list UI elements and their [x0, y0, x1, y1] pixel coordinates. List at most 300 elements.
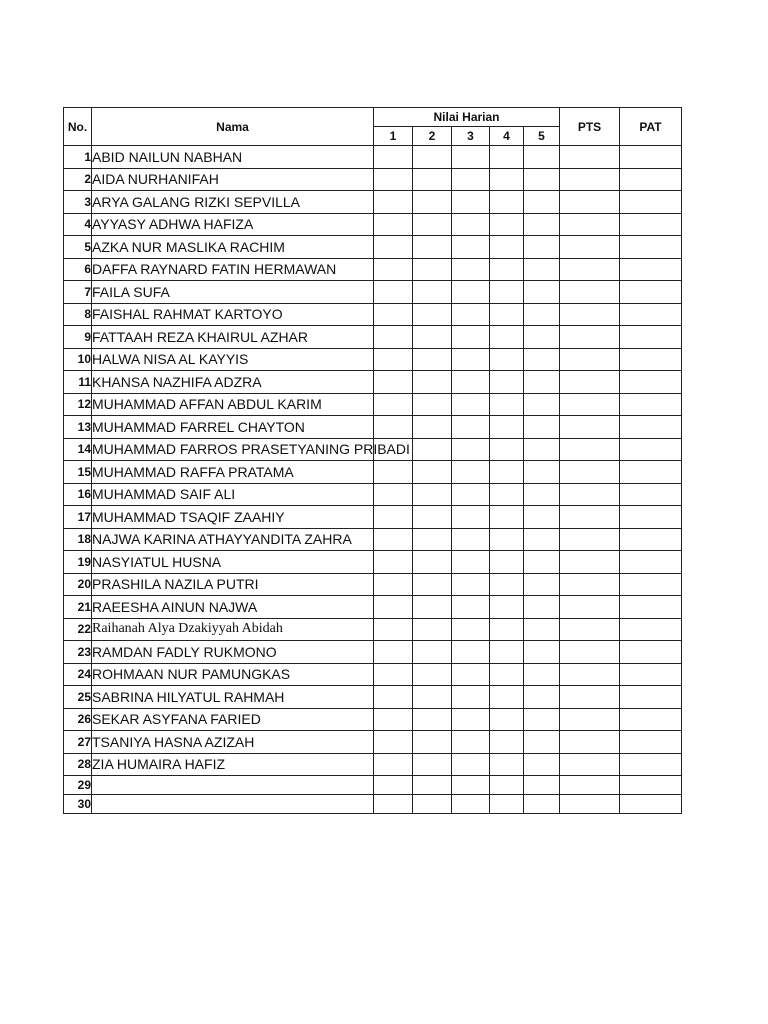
nilai-2-cell[interactable] — [413, 483, 452, 506]
nilai-3-cell[interactable] — [452, 596, 490, 619]
nilai-3-cell[interactable] — [452, 776, 490, 795]
nilai-4-cell[interactable] — [490, 168, 524, 191]
nilai-5-cell[interactable] — [524, 483, 560, 506]
nilai-1-cell[interactable] — [374, 303, 413, 326]
nilai-2-cell[interactable] — [413, 618, 452, 641]
nilai-5-cell[interactable] — [524, 596, 560, 619]
pat-cell[interactable] — [620, 753, 682, 776]
nilai-4-cell[interactable] — [490, 618, 524, 641]
nilai-2-cell[interactable] — [413, 326, 452, 349]
pat-cell[interactable] — [620, 393, 682, 416]
row-number: 19 — [64, 551, 92, 574]
student-name — [92, 795, 374, 814]
student-name: NASYIATUL HUSNA — [92, 551, 374, 574]
table-row — [64, 236, 682, 259]
nilai-sub-header-2: 2 — [413, 127, 452, 146]
pts-cell[interactable] — [560, 236, 620, 259]
nilai-2-cell[interactable] — [413, 303, 452, 326]
table-row — [64, 146, 682, 169]
pat-cell[interactable] — [620, 326, 682, 349]
nilai-3-cell[interactable] — [452, 303, 490, 326]
nilai-5-cell[interactable] — [524, 528, 560, 551]
nilai-1-cell[interactable] — [374, 393, 413, 416]
nilai-1-cell[interactable] — [374, 416, 413, 439]
nilai-3-cell[interactable] — [452, 483, 490, 506]
row-number: 20 — [64, 573, 92, 596]
nilai-3-cell[interactable] — [452, 438, 490, 461]
header-row-top — [64, 108, 682, 127]
table-row — [64, 416, 682, 439]
table-row — [64, 551, 682, 574]
nilai-5-cell[interactable] — [524, 573, 560, 596]
table-row — [64, 686, 682, 709]
nilai-1-cell[interactable] — [374, 573, 413, 596]
nilai-1-cell[interactable] — [374, 461, 413, 484]
nilai-4-cell[interactable] — [490, 663, 524, 686]
nilai-4-cell[interactable] — [490, 753, 524, 776]
nilai-4-cell[interactable] — [490, 686, 524, 709]
pat-cell[interactable] — [620, 663, 682, 686]
table-row — [64, 795, 682, 814]
pts-cell[interactable] — [560, 686, 620, 709]
nilai-4-cell[interactable] — [490, 371, 524, 394]
student-name: MUHAMMAD AFFAN ABDUL KARIM — [92, 393, 374, 416]
nilai-4-cell[interactable] — [490, 191, 524, 214]
pts-cell[interactable] — [560, 641, 620, 664]
pat-cell[interactable] — [620, 506, 682, 529]
nilai-5-cell[interactable] — [524, 686, 560, 709]
nilai-2-cell[interactable] — [413, 708, 452, 731]
row-number: 23 — [64, 641, 92, 664]
nilai-3-cell[interactable] — [452, 281, 490, 304]
nilai-5-cell[interactable] — [524, 753, 560, 776]
pat-cell[interactable] — [620, 573, 682, 596]
pat-cell[interactable] — [620, 641, 682, 664]
nilai-5-cell[interactable] — [524, 416, 560, 439]
nilai-2-cell[interactable] — [413, 348, 452, 371]
nilai-2-cell[interactable] — [413, 753, 452, 776]
nilai-1-cell[interactable] — [374, 483, 413, 506]
nilai-4-cell[interactable] — [490, 573, 524, 596]
nilai-5-cell[interactable] — [524, 191, 560, 214]
nilai-3-cell[interactable] — [452, 191, 490, 214]
pat-cell[interactable] — [620, 168, 682, 191]
nilai-1-cell[interactable] — [374, 708, 413, 731]
nilai-1-cell[interactable] — [374, 551, 413, 574]
row-number: 27 — [64, 731, 92, 754]
table-row — [64, 753, 682, 776]
pat-cell[interactable] — [620, 213, 682, 236]
pat-cell[interactable] — [620, 438, 682, 461]
row-number: 18 — [64, 528, 92, 551]
student-rows — [64, 146, 682, 814]
nilai-1-cell[interactable] — [374, 618, 413, 641]
nilai-3-cell[interactable] — [452, 506, 490, 529]
nilai-3-cell[interactable] — [452, 731, 490, 754]
pat-cell[interactable] — [620, 731, 682, 754]
table-row — [64, 258, 682, 281]
nilai-1-cell[interactable] — [374, 731, 413, 754]
nilai-1-cell[interactable] — [374, 348, 413, 371]
row-number: 3 — [64, 191, 92, 214]
student-name: HALWA NISA AL KAYYIS — [92, 348, 374, 371]
nilai-3-cell[interactable] — [452, 708, 490, 731]
nilai-3-cell[interactable] — [452, 326, 490, 349]
pat-cell[interactable] — [620, 596, 682, 619]
pts-cell[interactable] — [560, 326, 620, 349]
student-name: NAJWA KARINA ATHAYYANDITA ZAHRA — [92, 528, 374, 551]
nilai-2-cell[interactable] — [413, 393, 452, 416]
nilai-5-cell[interactable] — [524, 795, 560, 814]
nilai-1-cell[interactable] — [374, 258, 413, 281]
row-number: 22 — [64, 618, 92, 641]
table-row — [64, 731, 682, 754]
student-name: SABRINA HILYATUL RAHMAH — [92, 686, 374, 709]
pts-cell[interactable] — [560, 213, 620, 236]
nilai-3-cell[interactable] — [452, 753, 490, 776]
nilai-2-cell[interactable] — [413, 776, 452, 795]
nilai-4-cell[interactable] — [490, 461, 524, 484]
nilai-1-cell[interactable] — [374, 753, 413, 776]
student-name: FATTAAH REZA KHAIRUL AZHAR — [92, 326, 374, 349]
table-row — [64, 191, 682, 214]
table-row — [64, 326, 682, 349]
nilai-4-cell[interactable] — [490, 281, 524, 304]
student-name: KHANSA NAZHIFA ADZRA — [92, 371, 374, 394]
nilai-1-cell[interactable] — [374, 213, 413, 236]
nilai-5-cell[interactable] — [524, 731, 560, 754]
grade-table — [63, 107, 682, 814]
pat-cell[interactable] — [620, 303, 682, 326]
nilai-2-cell[interactable] — [413, 258, 452, 281]
row-number: 1 — [64, 146, 92, 169]
table-row — [64, 506, 682, 529]
table-row — [64, 461, 682, 484]
nilai-4-cell[interactable] — [490, 708, 524, 731]
nilai-4-cell[interactable] — [490, 146, 524, 169]
student-name — [92, 776, 374, 795]
pat-cell[interactable] — [620, 281, 682, 304]
nilai-4-cell[interactable] — [490, 528, 524, 551]
nilai-3-cell[interactable] — [452, 663, 490, 686]
nilai-sub-header-5: 5 — [524, 127, 560, 146]
nilai-1-cell[interactable] — [374, 776, 413, 795]
pts-cell[interactable] — [560, 258, 620, 281]
nilai-4-cell[interactable] — [490, 348, 524, 371]
nilai-5-cell[interactable] — [524, 258, 560, 281]
nilai-4-cell[interactable] — [490, 506, 524, 529]
student-name: FAISHAL RAHMAT KARTOYO — [92, 303, 374, 326]
pts-cell[interactable] — [560, 795, 620, 814]
pat-cell[interactable] — [620, 461, 682, 484]
pts-cell[interactable] — [560, 281, 620, 304]
student-name: MUHAMMAD TSAQIF ZAAHIY — [92, 506, 374, 529]
student-name: MUHAMMAD FARREL CHAYTON — [92, 416, 374, 439]
row-number: 30 — [64, 795, 92, 814]
nilai-3-cell[interactable] — [452, 551, 490, 574]
pts-cell[interactable] — [560, 348, 620, 371]
pts-cell[interactable] — [560, 551, 620, 574]
table-row — [64, 371, 682, 394]
nilai-2-cell[interactable] — [413, 191, 452, 214]
nilai-5-cell[interactable] — [524, 461, 560, 484]
pat-cell[interactable] — [620, 348, 682, 371]
nilai-4-cell[interactable] — [490, 438, 524, 461]
table-row — [64, 393, 682, 416]
pts-cell[interactable] — [560, 371, 620, 394]
nilai-3-cell[interactable] — [452, 393, 490, 416]
pts-cell[interactable] — [560, 393, 620, 416]
nilai-2-cell[interactable] — [413, 146, 452, 169]
nilai-4-cell[interactable] — [490, 213, 524, 236]
student-name: RAEESHA AINUN NAJWA — [92, 596, 374, 619]
nilai-3-cell[interactable] — [452, 146, 490, 169]
nilai-5-cell[interactable] — [524, 303, 560, 326]
student-name: DAFFA RAYNARD FATIN HERMAWAN — [92, 258, 374, 281]
nilai-2-cell[interactable] — [413, 528, 452, 551]
nilai-1-cell[interactable] — [374, 236, 413, 259]
no-header: No. — [64, 108, 92, 146]
pat-cell[interactable] — [620, 708, 682, 731]
nilai-3-cell[interactable] — [452, 528, 490, 551]
nilai-2-cell[interactable] — [413, 371, 452, 394]
pat-cell[interactable] — [620, 618, 682, 641]
pts-cell[interactable] — [560, 191, 620, 214]
nilai-5-cell[interactable] — [524, 438, 560, 461]
pts-cell[interactable] — [560, 438, 620, 461]
nilai-1-cell[interactable] — [374, 596, 413, 619]
nilai-3-cell[interactable] — [452, 461, 490, 484]
nilai-1-cell[interactable] — [374, 663, 413, 686]
nilai-harian-header: Nilai Harian — [374, 108, 560, 127]
nilai-1-cell[interactable] — [374, 641, 413, 664]
pts-cell[interactable] — [560, 731, 620, 754]
student-name: ABID NAILUN NABHAN — [92, 146, 374, 169]
nilai-4-cell[interactable] — [490, 236, 524, 259]
nilai-4-cell[interactable] — [490, 776, 524, 795]
row-number: 24 — [64, 663, 92, 686]
nilai-5-cell[interactable] — [524, 168, 560, 191]
row-number: 11 — [64, 371, 92, 394]
nilai-3-cell[interactable] — [452, 371, 490, 394]
nilai-5-cell[interactable] — [524, 776, 560, 795]
nilai-2-cell[interactable] — [413, 213, 452, 236]
nilai-2-cell[interactable] — [413, 438, 452, 461]
nilai-5-cell[interactable] — [524, 326, 560, 349]
pts-cell[interactable] — [560, 618, 620, 641]
pat-cell[interactable] — [620, 146, 682, 169]
row-number: 15 — [64, 461, 92, 484]
student-name: FAILA SUFA — [92, 281, 374, 304]
row-number: 8 — [64, 303, 92, 326]
nilai-5-cell[interactable] — [524, 663, 560, 686]
row-number: 14 — [64, 438, 92, 461]
nilai-2-cell[interactable] — [413, 731, 452, 754]
pat-cell[interactable] — [620, 236, 682, 259]
nilai-2-cell[interactable] — [413, 281, 452, 304]
table-row — [64, 618, 682, 641]
nilai-2-cell[interactable] — [413, 416, 452, 439]
pat-cell[interactable] — [620, 795, 682, 814]
nilai-2-cell[interactable] — [413, 573, 452, 596]
nilai-2-cell[interactable] — [413, 641, 452, 664]
nilai-4-cell[interactable] — [490, 326, 524, 349]
pts-cell[interactable] — [560, 416, 620, 439]
nilai-5-cell[interactable] — [524, 213, 560, 236]
student-name: AZKA NUR MASLIKA RACHIM — [92, 236, 374, 259]
pts-cell[interactable] — [560, 506, 620, 529]
nilai-4-cell[interactable] — [490, 795, 524, 814]
row-number: 25 — [64, 686, 92, 709]
pts-cell[interactable] — [560, 461, 620, 484]
nilai-2-cell[interactable] — [413, 686, 452, 709]
table-row — [64, 348, 682, 371]
row-number: 29 — [64, 776, 92, 795]
table-row — [64, 168, 682, 191]
table-row — [64, 641, 682, 664]
table-row — [64, 596, 682, 619]
nilai-4-cell[interactable] — [490, 641, 524, 664]
nilai-3-cell[interactable] — [452, 258, 490, 281]
nilai-5-cell[interactable] — [524, 348, 560, 371]
pts-cell[interactable] — [560, 528, 620, 551]
pts-cell[interactable] — [560, 776, 620, 795]
nilai-3-cell[interactable] — [452, 641, 490, 664]
nilai-3-cell[interactable] — [452, 686, 490, 709]
nilai-2-cell[interactable] — [413, 663, 452, 686]
table-row — [64, 708, 682, 731]
nilai-1-cell[interactable] — [374, 506, 413, 529]
pts-cell[interactable] — [560, 483, 620, 506]
pat-cell[interactable] — [620, 776, 682, 795]
nilai-2-cell[interactable] — [413, 168, 452, 191]
nilai-4-cell[interactable] — [490, 303, 524, 326]
table-row — [64, 213, 682, 236]
row-number: 13 — [64, 416, 92, 439]
student-name: ARYA GALANG RIZKI SEPVILLA — [92, 191, 374, 214]
pts-cell[interactable] — [560, 708, 620, 731]
nilai-1-cell[interactable] — [374, 146, 413, 169]
table-row — [64, 528, 682, 551]
nama-header: Nama — [92, 108, 374, 146]
nilai-1-cell[interactable] — [374, 528, 413, 551]
nilai-5-cell[interactable] — [524, 146, 560, 169]
nilai-3-cell[interactable] — [452, 168, 490, 191]
nilai-2-cell[interactable] — [413, 795, 452, 814]
nilai-sub-header-3: 3 — [452, 127, 490, 146]
pts-cell[interactable] — [560, 146, 620, 169]
nilai-1-cell[interactable] — [374, 191, 413, 214]
student-name: PRASHILA NAZILA PUTRI — [92, 573, 374, 596]
table-row — [64, 483, 682, 506]
nilai-1-cell[interactable] — [374, 686, 413, 709]
row-number: 12 — [64, 393, 92, 416]
nilai-4-cell[interactable] — [490, 731, 524, 754]
nilai-2-cell[interactable] — [413, 461, 452, 484]
nilai-1-cell[interactable] — [374, 168, 413, 191]
row-number: 9 — [64, 326, 92, 349]
pts-cell[interactable] — [560, 596, 620, 619]
student-name: MUHAMMAD SAIF ALI — [92, 483, 374, 506]
pts-cell[interactable] — [560, 168, 620, 191]
nilai-5-cell[interactable] — [524, 551, 560, 574]
pts-cell[interactable] — [560, 753, 620, 776]
nilai-1-cell[interactable] — [374, 371, 413, 394]
nilai-4-cell[interactable] — [490, 551, 524, 574]
nilai-5-cell[interactable] — [524, 506, 560, 529]
table-row — [64, 281, 682, 304]
row-number: 21 — [64, 596, 92, 619]
row-number: 7 — [64, 281, 92, 304]
pts-header: PTS — [560, 108, 620, 146]
nilai-3-cell[interactable] — [452, 795, 490, 814]
nilai-3-cell[interactable] — [452, 213, 490, 236]
nilai-5-cell[interactable] — [524, 641, 560, 664]
pat-header: PAT — [620, 108, 682, 146]
pts-cell[interactable] — [560, 663, 620, 686]
nilai-5-cell[interactable] — [524, 236, 560, 259]
nilai-4-cell[interactable] — [490, 596, 524, 619]
nilai-5-cell[interactable] — [524, 618, 560, 641]
nilai-3-cell[interactable] — [452, 573, 490, 596]
nilai-sub-header-4: 4 — [490, 127, 524, 146]
pat-cell[interactable] — [620, 483, 682, 506]
pat-cell[interactable] — [620, 371, 682, 394]
pts-cell[interactable] — [560, 303, 620, 326]
nilai-5-cell[interactable] — [524, 393, 560, 416]
table-row — [64, 303, 682, 326]
nilai-3-cell[interactable] — [452, 348, 490, 371]
nilai-2-cell[interactable] — [413, 236, 452, 259]
nilai-3-cell[interactable] — [452, 618, 490, 641]
nilai-5-cell[interactable] — [524, 371, 560, 394]
row-number: 5 — [64, 236, 92, 259]
table-row — [64, 776, 682, 795]
pat-cell[interactable] — [620, 551, 682, 574]
nilai-4-cell[interactable] — [490, 258, 524, 281]
row-number: 10 — [64, 348, 92, 371]
pts-cell[interactable] — [560, 573, 620, 596]
student-name: ZIA HUMAIRA HAFIZ — [92, 753, 374, 776]
pat-cell[interactable] — [620, 416, 682, 439]
student-name: ROHMAAN NUR PAMUNGKAS — [92, 663, 374, 686]
nilai-1-cell[interactable] — [374, 281, 413, 304]
nilai-2-cell[interactable] — [413, 551, 452, 574]
nilai-1-cell[interactable] — [374, 326, 413, 349]
pat-cell[interactable] — [620, 528, 682, 551]
table-row — [64, 573, 682, 596]
nilai-5-cell[interactable] — [524, 708, 560, 731]
nilai-4-cell[interactable] — [490, 393, 524, 416]
nilai-5-cell[interactable] — [524, 281, 560, 304]
nilai-4-cell[interactable] — [490, 483, 524, 506]
row-number: 17 — [64, 506, 92, 529]
nilai-2-cell[interactable] — [413, 596, 452, 619]
nilai-3-cell[interactable] — [452, 416, 490, 439]
pat-cell[interactable] — [620, 686, 682, 709]
student-name: AYYASY ADHWA HAFIZA — [92, 213, 374, 236]
nilai-2-cell[interactable] — [413, 506, 452, 529]
pat-cell[interactable] — [620, 258, 682, 281]
nilai-sub-header-1: 1 — [374, 127, 413, 146]
row-number: 6 — [64, 258, 92, 281]
student-name: TSANIYA HASNA AZIZAH — [92, 731, 374, 754]
nilai-4-cell[interactable] — [490, 416, 524, 439]
nilai-1-cell[interactable] — [374, 795, 413, 814]
pat-cell[interactable] — [620, 191, 682, 214]
nilai-3-cell[interactable] — [452, 236, 490, 259]
row-number: 16 — [64, 483, 92, 506]
